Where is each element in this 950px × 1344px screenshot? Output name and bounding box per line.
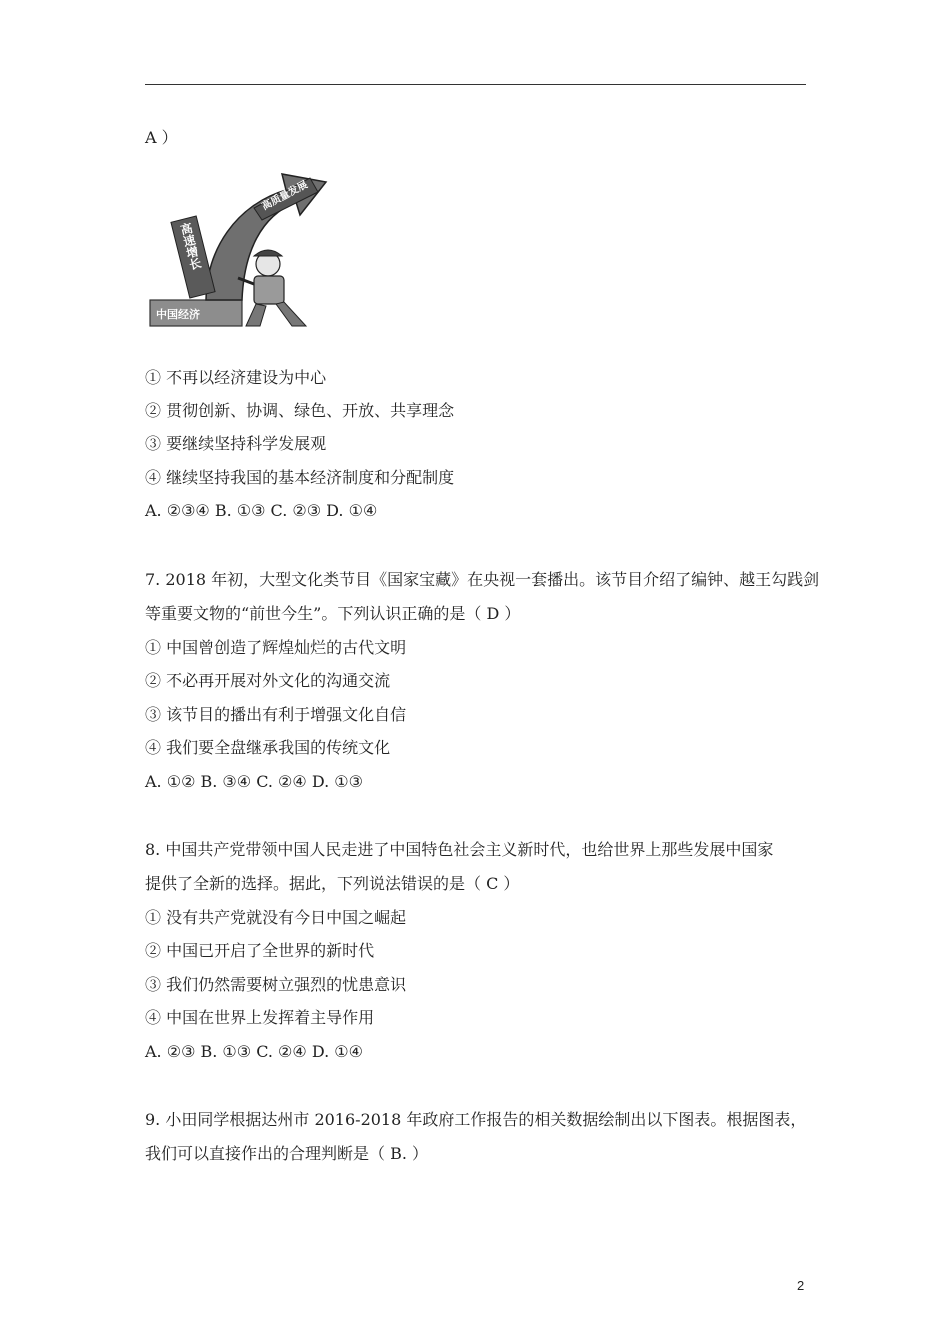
q6-option-4: ④ 继续坚持我国的基本经济制度和分配制度 [145, 468, 455, 487]
figure-top-label: 高质量发展 [260, 179, 310, 213]
q8-option-2: ② 中国已开启了全世界的新时代 [145, 941, 375, 960]
q7-option-2: ② 不必再开展对外文化的沟通交流 [145, 671, 391, 690]
worker-leg-left [246, 304, 266, 326]
q8-option-1: ① 没有共产党就没有今日中国之崛起 [145, 908, 407, 927]
q9-stem-line-2: 我们可以直接作出的合理判断是（ B. ） [145, 1144, 429, 1163]
page-number: 2 [797, 1278, 805, 1293]
worker-body [254, 276, 284, 304]
worker-cap [254, 250, 282, 256]
figure-base-label: 中国经济 [156, 309, 200, 321]
q7-stem-line-1: 7. 2018 年初，大型文化类节目《国家宝藏》在央视一套播出。该节目介绍了编钟、越王勾践剑 [145, 570, 820, 589]
q7-stem-line-2: 等重要文物的“前世今生”。下列认识正确的是（ D ） [145, 604, 521, 623]
q8-option-3: ③ 我们仍然需要树立强烈的忧患意识 [145, 975, 407, 994]
q7-option-3: ③ 该节目的播出有利于增强文化自信 [145, 705, 407, 724]
q8-stem-line-1: 8. 中国共产党带领中国人民走进了中国特色社会主义新时代，也给世界上那些发展中国家 [145, 840, 774, 859]
header-rule [145, 84, 806, 85]
q8-stem-line-2: 提供了全新的选择。据此，下列说法错误的是（ C ） [145, 874, 520, 893]
q9-stem-line-1: 9. 小田同学根据达州市 2016-2018 年政府工作报告的相关数据绘制出以下图表。根据图表， [145, 1110, 807, 1129]
q6-option-2: ② 贯彻创新、协调、绿色、开放、共享理念 [145, 401, 455, 420]
worker-leg-right [276, 302, 306, 326]
q7-choices: A. ①② B. ③④ C. ②④ D. ①③ [145, 772, 363, 791]
q7-option-4: ④ 我们要全盘继承我国的传统文化 [145, 738, 391, 757]
figure-side-label: 高速增长 [177, 221, 203, 272]
answer-line-q6: A ） [145, 128, 178, 147]
q8-option-4: ④ 中国在世界上发挥着主导作用 [145, 1008, 375, 1027]
q6-choices: A. ②③④ B. ①③ C. ②③ D. ①④ [145, 501, 378, 520]
q6-option-1: ① 不再以经济建设为中心 [145, 368, 327, 387]
q6-option-3: ③ 要继续坚持科学发展观 [145, 434, 327, 453]
q7-option-1: ① 中国曾创造了辉煌灿烂的古代文明 [145, 638, 407, 657]
economy-cartoon-figure [146, 160, 336, 330]
q8-choices: A. ②③ B. ①③ C. ②④ D. ①④ [145, 1042, 363, 1061]
